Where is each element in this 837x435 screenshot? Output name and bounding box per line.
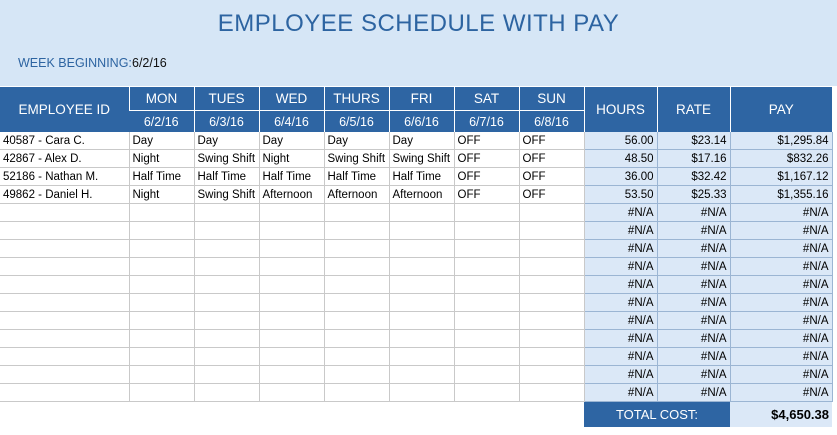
table-row [0,330,832,348]
shift-cell-fri[interactable]: Afternoon [389,186,454,204]
shift-cell-thurs[interactable] [324,222,389,240]
shift-cell-mon[interactable] [129,348,194,366]
pay-cell[interactable]: $1,295.84 [730,132,832,150]
shift-cell-wed[interactable]: Day [259,132,324,150]
shift-cell-sat[interactable] [454,366,519,384]
hours-cell[interactable]: 48.50 [584,150,657,168]
shift-cell-thurs[interactable] [324,240,389,258]
total-cost-label: TOTAL COST: [584,402,730,428]
shift-cell-fri[interactable] [389,240,454,258]
shift-cell-fri[interactable] [389,258,454,276]
pay-cell[interactable]: $1,167.12 [730,168,832,186]
table-row [0,348,832,366]
employee-id-cell[interactable]: 52186 - Nathan M. [0,168,129,186]
total-spacer [0,402,584,428]
shift-cell-sat[interactable] [454,348,519,366]
shift-cell-fri[interactable] [389,312,454,330]
rate-cell[interactable]: #N/A [657,294,730,312]
header-day-thurs: THURS [324,87,389,111]
shift-cell-tues[interactable] [194,294,259,312]
header-rate: RATE [657,87,730,132]
shift-cell-thurs[interactable] [324,294,389,312]
shift-cell-mon[interactable]: Day [129,132,194,150]
shift-cell-sun[interactable] [519,348,584,366]
shift-cell-wed[interactable] [259,276,324,294]
shift-cell-sat[interactable] [454,222,519,240]
employee-id-cell[interactable] [0,384,129,402]
shift-cell-mon[interactable] [129,204,194,222]
shift-cell-fri[interactable] [389,330,454,348]
pay-cell[interactable]: $1,355.16 [730,186,832,204]
shift-cell-sun[interactable] [519,312,584,330]
header-day-fri: FRI [389,87,454,111]
shift-cell-wed[interactable] [259,330,324,348]
rate-cell[interactable]: #N/A [657,384,730,402]
header-hours: HOURS [584,87,657,132]
pay-cell[interactable]: #N/A [730,312,832,330]
hours-cell[interactable]: #N/A [584,294,657,312]
shift-cell-sat[interactable]: OFF [454,150,519,168]
shift-cell-thurs[interactable] [324,330,389,348]
shift-cell-mon[interactable] [129,330,194,348]
hours-cell[interactable]: #N/A [584,348,657,366]
shift-cell-sat[interactable] [454,258,519,276]
shift-cell-sat[interactable] [454,204,519,222]
header-date-mon: 6/2/16 [129,111,194,133]
shift-cell-mon[interactable] [129,258,194,276]
hours-cell[interactable]: #N/A [584,276,657,294]
table-row [0,168,832,186]
pay-cell[interactable]: #N/A [730,348,832,366]
rate-cell[interactable]: #N/A [657,222,730,240]
table-row [0,150,832,168]
shift-cell-thurs[interactable] [324,312,389,330]
header-day-sun: SUN [519,87,584,111]
shift-cell-fri[interactable] [389,348,454,366]
employee-id-cell[interactable] [0,366,129,384]
hours-cell[interactable]: #N/A [584,258,657,276]
shift-cell-sun[interactable] [519,204,584,222]
shift-cell-mon[interactable] [129,294,194,312]
header-day-sat: SAT [454,87,519,111]
employee-id-cell[interactable] [0,312,129,330]
rate-cell[interactable]: #N/A [657,258,730,276]
pay-cell[interactable]: #N/A [730,366,832,384]
shift-cell-tues[interactable] [194,348,259,366]
rate-cell[interactable]: #N/A [657,348,730,366]
hours-cell[interactable]: 36.00 [584,168,657,186]
pay-cell[interactable]: #N/A [730,330,832,348]
shift-cell-mon[interactable] [129,240,194,258]
shift-cell-sat[interactable]: OFF [454,132,519,150]
employee-id-cell[interactable] [0,276,129,294]
shift-cell-fri[interactable]: Half Time [389,168,454,186]
shift-cell-sat[interactable] [454,384,519,402]
hours-cell[interactable]: #N/A [584,312,657,330]
shift-cell-thurs[interactable]: Half Time [324,168,389,186]
shift-cell-mon[interactable] [129,276,194,294]
pay-cell[interactable]: #N/A [730,276,832,294]
shift-cell-tues[interactable] [194,204,259,222]
shift-cell-sun[interactable]: OFF [519,132,584,150]
week-beginning-label: WEEK BEGINNING: [18,56,132,70]
shift-cell-wed[interactable] [259,384,324,402]
rate-cell[interactable]: #N/A [657,276,730,294]
shift-cell-fri[interactable] [389,204,454,222]
shift-cell-wed[interactable] [259,204,324,222]
rate-cell[interactable]: #N/A [657,330,730,348]
shift-cell-fri[interactable] [389,276,454,294]
shift-cell-sun[interactable] [519,294,584,312]
pay-cell[interactable]: #N/A [730,222,832,240]
schedule-body [0,132,832,402]
shift-cell-thurs[interactable] [324,258,389,276]
shift-cell-tues[interactable] [194,276,259,294]
shift-cell-wed[interactable]: Half Time [259,168,324,186]
shift-cell-sun[interactable] [519,330,584,348]
total-cost-value[interactable]: $4,650.38 [730,402,832,428]
shift-cell-wed[interactable] [259,222,324,240]
shift-cell-sat[interactable]: OFF [454,168,519,186]
rate-cell[interactable]: #N/A [657,312,730,330]
shift-cell-thurs[interactable] [324,348,389,366]
hours-cell[interactable]: #N/A [584,222,657,240]
table-row [0,294,832,312]
pay-cell[interactable]: #N/A [730,240,832,258]
table-row [0,384,832,402]
employee-id-cell[interactable]: 49862 - Daniel H. [0,186,129,204]
shift-cell-sat[interactable] [454,330,519,348]
shift-cell-sun[interactable] [519,240,584,258]
shift-cell-mon[interactable]: Night [129,150,194,168]
table-row [0,204,832,222]
shift-cell-sat[interactable] [454,312,519,330]
shift-cell-mon[interactable]: Half Time [129,168,194,186]
header-pay: PAY [730,87,832,132]
employee-id-cell[interactable]: 42867 - Alex D. [0,150,129,168]
shift-cell-sun[interactable] [519,276,584,294]
shift-cell-tues[interactable] [194,330,259,348]
shift-cell-wed[interactable] [259,258,324,276]
shift-cell-fri[interactable]: Swing Shift [389,150,454,168]
shift-cell-wed[interactable] [259,312,324,330]
header-day-wed: WED [259,87,324,111]
employee-id-cell[interactable] [0,204,129,222]
employee-id-cell[interactable]: 40587 - Cara C. [0,132,129,150]
shift-cell-mon[interactable] [129,366,194,384]
page-title: EMPLOYEE SCHEDULE WITH PAY [217,10,620,37]
table-row [0,186,832,204]
shift-cell-sun[interactable]: OFF [519,150,584,168]
header-date-wed: 6/4/16 [259,111,324,133]
rate-cell[interactable]: #N/A [657,204,730,222]
table-row [0,132,832,150]
hours-cell[interactable]: 53.50 [584,186,657,204]
header-date-fri: 6/6/16 [389,111,454,133]
shift-cell-mon[interactable] [129,384,194,402]
shift-cell-tues[interactable]: Half Time [194,168,259,186]
shift-cell-thurs[interactable]: Swing Shift [324,150,389,168]
shift-cell-tues[interactable]: Day [194,132,259,150]
shift-cell-fri[interactable] [389,366,454,384]
shift-cell-sat[interactable]: OFF [454,186,519,204]
rate-cell[interactable]: $23.14 [657,132,730,150]
shift-cell-sun[interactable] [519,222,584,240]
table-row [0,240,832,258]
hours-cell[interactable]: #N/A [584,204,657,222]
shift-cell-tues[interactable] [194,240,259,258]
header-day-mon: MON [129,87,194,111]
shift-cell-sun[interactable] [519,258,584,276]
shift-cell-thurs[interactable] [324,204,389,222]
header-day-tues: TUES [194,87,259,111]
employee-id-cell[interactable] [0,240,129,258]
rate-cell[interactable]: $17.16 [657,150,730,168]
shift-cell-sun[interactable]: OFF [519,168,584,186]
shift-cell-mon[interactable] [129,222,194,240]
shift-cell-wed[interactable] [259,348,324,366]
table-row [0,366,832,384]
week-beginning-value[interactable]: 6/2/16 [132,56,167,70]
employee-id-cell[interactable] [0,222,129,240]
table-row [0,258,832,276]
shift-cell-tues[interactable]: Swing Shift [194,150,259,168]
table-row [0,312,832,330]
shift-cell-tues[interactable] [194,366,259,384]
pay-cell[interactable]: #N/A [730,294,832,312]
shift-cell-wed[interactable] [259,240,324,258]
header-employee-id: EMPLOYEE ID [0,87,129,132]
hours-cell[interactable]: #N/A [584,366,657,384]
hours-cell[interactable]: #N/A [584,384,657,402]
table-row [0,222,832,240]
employee-id-cell[interactable] [0,348,129,366]
shift-cell-thurs[interactable]: Afternoon [324,186,389,204]
shift-cell-fri[interactable]: Day [389,132,454,150]
shift-cell-wed[interactable] [259,366,324,384]
shift-cell-tues[interactable]: Swing Shift [194,186,259,204]
shift-cell-wed[interactable]: Night [259,150,324,168]
employee-id-cell[interactable] [0,294,129,312]
shift-cell-fri[interactable] [389,294,454,312]
shift-cell-tues[interactable] [194,312,259,330]
shift-cell-sat[interactable] [454,294,519,312]
shift-cell-thurs[interactable]: Day [324,132,389,150]
rate-cell[interactable]: #N/A [657,366,730,384]
rate-cell[interactable]: $25.33 [657,186,730,204]
shift-cell-wed[interactable]: Afternoon [259,186,324,204]
shift-cell-thurs[interactable] [324,384,389,402]
shift-cell-fri[interactable] [389,222,454,240]
shift-cell-sun[interactable] [519,384,584,402]
rate-cell[interactable]: $32.42 [657,168,730,186]
header-date-sat: 6/7/16 [454,111,519,133]
header-date-thurs: 6/5/16 [324,111,389,133]
employee-id-cell[interactable] [0,258,129,276]
shift-cell-mon[interactable] [129,312,194,330]
rate-cell[interactable]: #N/A [657,240,730,258]
shift-cell-wed[interactable] [259,294,324,312]
hours-cell[interactable]: #N/A [584,330,657,348]
header-date-tues: 6/3/16 [194,111,259,133]
shift-cell-sun[interactable] [519,366,584,384]
shift-cell-tues[interactable] [194,258,259,276]
shift-cell-sat[interactable] [454,276,519,294]
schedule-table [0,87,833,427]
hours-cell[interactable]: #N/A [584,240,657,258]
total-row [0,402,832,428]
shift-cell-sat[interactable] [454,240,519,258]
shift-cell-thurs[interactable] [324,366,389,384]
shift-cell-tues[interactable] [194,384,259,402]
pay-cell[interactable]: #N/A [730,204,832,222]
shift-cell-mon[interactable]: Night [129,186,194,204]
pay-cell[interactable]: #N/A [730,384,832,402]
pay-cell[interactable]: $832.26 [730,150,832,168]
employee-id-cell[interactable] [0,330,129,348]
shift-cell-thurs[interactable] [324,276,389,294]
shift-cell-fri[interactable] [389,384,454,402]
pay-cell[interactable]: #N/A [730,258,832,276]
shift-cell-tues[interactable] [194,222,259,240]
table-row [0,276,832,294]
hours-cell[interactable]: 56.00 [584,132,657,150]
shift-cell-sun[interactable]: OFF [519,186,584,204]
header-date-sun: 6/8/16 [519,111,584,133]
